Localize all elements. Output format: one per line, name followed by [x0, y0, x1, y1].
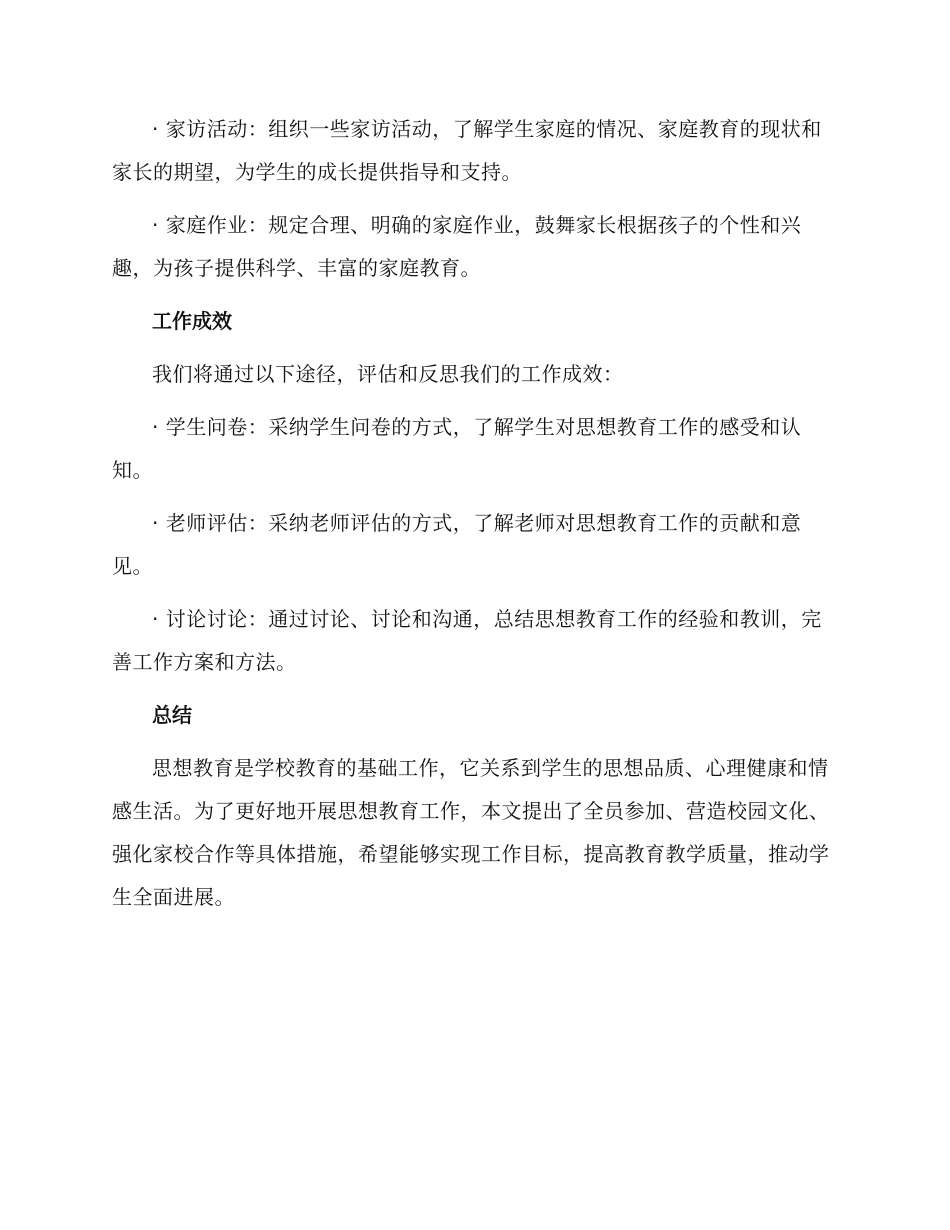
paragraph-home-visit: · 家访活动：组织一些家访活动，了解学生家庭的情况、家庭教育的现状和家长的期望，为学生的成长提供指导和支持。	[112, 117, 822, 184]
paragraph-summary: 思想教育是学校教育的基础工作，它关系到学生的思想品质、心理健康和情感生活。为了更好地开展思想教育工作，本文提出了全员参加、营造校园文化、强化家校合作等具体措施，希望能够实现工作目标，提高教育教学质量，推动学生全面进展。	[112, 756, 830, 909]
paragraph-discussion: · 讨论讨论：通过讨论、讨论和沟通，总结思想教育工作的经验和教训，完善工作方案和方法。	[112, 607, 822, 674]
paragraph-teacher-evaluation: · 老师评估：采纳老师评估的方式，了解老师对思想教育工作的贡献和意见。	[112, 511, 802, 578]
paragraph-student-survey: · 学生问卷：采纳学生问卷的方式，了解学生对思想教育工作的感受和认知。	[112, 415, 802, 482]
heading-summary: 总结	[152, 703, 192, 727]
paragraph-homework: · 家庭作业：规定合理、明确的家庭作业，鼓舞家长根据孩子的个性和兴趣，为孩子提供科学、丰富的家庭教育。	[112, 213, 802, 280]
heading-work-results: 工作成效	[152, 309, 232, 333]
paragraph-evaluation-intro: 我们将通过以下途径，评估和反思我们的工作成效：	[152, 362, 624, 386]
document-page	[112, 108, 832, 929]
